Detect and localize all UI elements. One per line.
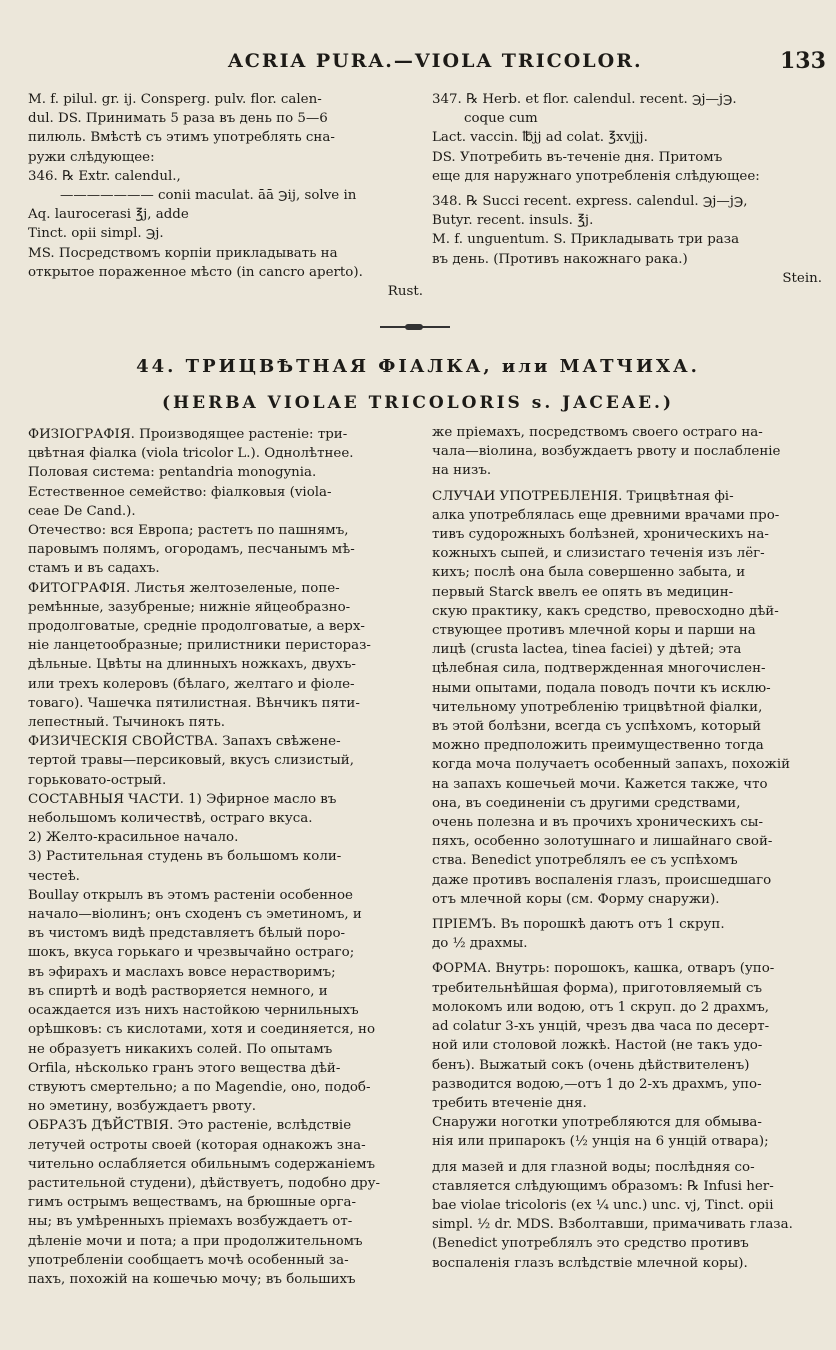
text-line: скую практику, какъ средство, превосходно дѣй-	[432, 603, 779, 619]
text-line: до ½ драхмы.	[432, 936, 528, 952]
text-line: 348. ℞ Succi recent. express. calendul. ℈j—j℈,	[432, 194, 748, 210]
text-line: очень полезна и въ прочихъ хроническихъ сы-	[432, 815, 763, 831]
text-line: ставляется слѣдующимъ образомъ: ℞ Infusi her-	[432, 1178, 774, 1194]
text-line: ФИЗИЧЕСКІЯ СВОЙСТВА. Запахъ свѣжене-	[28, 734, 341, 750]
text-line: M. f. pilul. gr. ij. Consperg. pulv. flor. calen-	[28, 92, 322, 107]
text-line: чительному употребленію трицвѣтной фіалки,	[432, 699, 763, 715]
text-line: Aq. laurocerasi ℥j, adde	[28, 207, 189, 223]
text-line: небольшомъ количествѣ, остраго вкуса.	[28, 811, 313, 827]
text-line: же пріемахъ, посредствомъ своего остраго на-	[432, 425, 763, 440]
text-line: не образуетъ никакихъ солей. По опытамъ	[28, 1041, 333, 1057]
text-line: СОСТАВНЫЯ ЧАСТИ. 1) Эфирное масло въ	[28, 791, 337, 807]
text-line: Половая система: pentandria monogynia.	[28, 465, 317, 481]
text-line: но эметину, возбуждаетъ рвоту.	[28, 1099, 256, 1115]
text-line: 3) Растительная студень въ большомъ коли-	[28, 849, 342, 865]
bottom-right-column	[432, 423, 825, 1273]
text-line: отъ млечной коры (см. Форму снаружи).	[432, 891, 720, 907]
text-line: лицѣ (crusta lactea, tinea faciei) у дѣтей; эта	[432, 642, 742, 658]
text-line: 347. ℞ Herb. et flor. calendul. recent. ℈j—j℈.	[432, 92, 737, 107]
text-line: можно предположить преимущественно тогда	[432, 738, 764, 754]
text-line: цвѣтная фіалка (viola tricolor L.). Однолѣтнее.	[28, 446, 354, 462]
text-line: чительно ослабляется обильнымъ содержаніемъ	[28, 1156, 376, 1172]
text-line: открытое пораженное мѣсто (in cancro aperto).	[28, 264, 363, 280]
text-line: ной или столовой ложкѣ. Настой (не такъ удо-	[432, 1038, 763, 1054]
text-line: нія или припарокъ (½ унція на 6 унцій отвара);	[432, 1134, 769, 1150]
text-line: M. f. unguentum. S. Прикладывать три раза	[432, 232, 740, 248]
text-line: dul. DS. Принимать 5 раза въ день по 5—6	[28, 111, 328, 127]
author-signature: Rust.	[387, 284, 423, 300]
text-line: 346. ℞ Extr. calendul.,	[28, 168, 181, 184]
text-line: молокомъ или водою, отъ 1 скруп. до 2 драхмъ,	[432, 999, 770, 1015]
text-line: кожныхъ сыпей, и слизистаго теченія изъ лёг-	[432, 546, 765, 562]
text-line: ФИТОГРАФІЯ. Листья желтозеленые, попе-	[28, 580, 340, 596]
text-line: начало—віолинъ; онъ сходенъ съ эметиномъ, и	[28, 907, 362, 923]
text-line: честеѣ.	[28, 868, 80, 884]
text-line: употребленіи сообщаетъ мочѣ особенный за-	[28, 1252, 349, 1268]
page-number: 133	[780, 48, 826, 74]
text-line: ——————— conii maculat. āā ℈ij, solve in	[60, 188, 357, 204]
text-line: чала—віолина, возбуждаетъ рвоту и послабленіе	[432, 444, 781, 460]
text-line: ad colatur 3-хъ унцій, чрезъ два часа по десерт-	[432, 1019, 770, 1035]
text-line: орѣшковъ: съ кислотами, хотя и соединяется, но	[28, 1022, 376, 1038]
text-line: ствуютъ смертельно; а по Magendie, оно, подоб-	[28, 1079, 371, 1095]
text-line: стамъ и въ садахъ.	[28, 561, 160, 577]
text-line: летучей остроты своей (которая однакожъ зна-	[28, 1137, 366, 1153]
text-line: алка употреблялась еще древними врачами про-	[432, 507, 780, 523]
text-line: ФОРМА. Внутрь: порошокъ, кашка, отваръ (упо-	[432, 961, 775, 977]
text-line: требительнѣйшая форма), приготовляемый съ	[432, 980, 762, 996]
text-line: пяхъ, особенно золотушнаго и лишайнаго свой-	[432, 834, 773, 850]
text-line: Отечество: вся Европа; растетъ по пашнямъ,	[28, 523, 349, 539]
text-line: DS. Употребить въ-теченіе дня. Притомъ	[432, 149, 723, 165]
text-line: шокъ, вкуса горькаго и чрезвычайно остраго;	[28, 945, 355, 961]
text-line: паровымъ полямъ, огородамъ, песчанымъ мѣ-	[28, 542, 355, 558]
text-line: въ эфирахъ и маслахъ вовсе нерастворимъ;	[28, 964, 336, 980]
text-line: на низъ.	[432, 463, 492, 479]
text-line: ствующее противъ млечной коры и парши на	[432, 623, 756, 639]
section-title: 44. ТРИЦВѢТНАЯ ФІАЛКА, или МАТЧИХА.	[136, 356, 700, 377]
text-line: растительной студени), дѣйствуетъ, подобно дру-	[28, 1175, 380, 1191]
text-line: ремѣнные, зазубреные; нижніе яйцеобразно-	[28, 599, 351, 615]
text-line: еще для наружнаго употребленія слѣдующее:	[432, 168, 760, 184]
text-line: въ чистомъ видѣ представляетъ бѣлый поро-	[28, 926, 346, 942]
text-line: продолговатые, средніе продолговатые, а верх-	[28, 619, 365, 635]
text-line: первый Starck ввелъ ее опять въ медицин-	[432, 584, 734, 600]
text-line: дѣльные. Цвѣты на длинныхъ ножкахъ, двухъ-	[28, 657, 356, 673]
section-divider	[380, 326, 450, 328]
text-line: бенъ). Выжатый сокъ (очень дѣйствителенъ)	[432, 1057, 750, 1073]
section-subtitle: (HERBA VIOLAE TRICOLORIS s. JACEAE.)	[162, 393, 674, 413]
text-line: для мазей и для глазной воды; послѣдняя со-	[432, 1159, 755, 1175]
text-line: она, въ соединеніи съ другими средствами,	[432, 795, 741, 811]
text-line: Снаружи ноготки употребляются для обмыва-	[432, 1115, 762, 1131]
text-line: когда моча получаетъ особенный запахъ, похожій	[432, 757, 791, 773]
text-line: Tinct. opii simpl. ℈j.	[28, 226, 164, 242]
text-line: Естественное семейство: фіалковыя (viola-	[28, 484, 332, 500]
text-line: требить втеченіе дня.	[432, 1095, 587, 1111]
text-line: Orfila, нѣсколько гранъ этого вещества дѣй-	[28, 1060, 341, 1076]
text-line: на запахъ кошечьей мочи. Кажется также, что	[432, 776, 768, 792]
text-line: товаго). Чашечка пятилистная. Вѣнчикъ пяти-	[28, 695, 360, 711]
text-line: или трехъ колеровъ (бѣлаго, желтаго и фіоле-	[28, 676, 355, 692]
running-header: ACRIA PURA.—VIOLA TRICOLOR.	[228, 50, 643, 72]
text-line: bae violae tricoloris (ex ¼ unc.) unc. vj, Tinct. opii	[432, 1197, 774, 1213]
text-line: ФИЗІОГРАФІЯ. Производящее растеніе: три-	[28, 427, 348, 442]
text-line: даже противъ воспаленія глазъ, происшедшаго	[432, 872, 772, 888]
text-line: горьковато-острый.	[28, 772, 167, 788]
text-line: тертой травы—персиковый, вкусъ слизистый,	[28, 753, 354, 769]
text-line: осаждается изъ нихъ настойкою чернильныхъ	[28, 1003, 359, 1019]
text-line: пахъ, похожій на кошечью мочу; въ большихъ	[28, 1271, 356, 1287]
text-line: въ спиртѣ и водѣ растворяется немного, и	[28, 983, 328, 999]
text-line: разводится водою,—отъ 1 до 2-хъ драхмъ, упо-	[432, 1076, 762, 1092]
text-line: Butyr. recent. insuls. ℥j.	[432, 213, 594, 229]
text-line: ceae De Cand.).	[28, 503, 136, 519]
text-line: въ этой болѣзни, всегда съ успѣхомъ, который	[432, 719, 762, 735]
text-line: simpl. ½ dr. MDS. Взболтавши, примачивать глаза.	[432, 1217, 793, 1233]
top-left-column	[28, 90, 423, 301]
text-line: СЛУЧАИ УПОТРЕБЛЕНІЯ. Трицвѣтная фі-	[432, 488, 734, 504]
text-line: цѣлебная сила, подтвержденная многочислен-	[432, 661, 766, 677]
text-line: ніе ланцетообразные; прилистники перистораз-	[28, 638, 371, 654]
text-line: MS. Посредствомъ корпіи прикладывать на	[28, 245, 338, 261]
text-line: coque cum	[464, 111, 538, 127]
text-line: гимъ острымъ веществамъ, на брюшные орга-	[28, 1195, 357, 1211]
text-line: воспаленія глазъ вслѣдствіе млечной коры).	[432, 1255, 748, 1271]
top-right-column	[432, 90, 822, 288]
text-line: 2) Желто-красильное начало.	[28, 830, 239, 846]
text-line: ПРІЕМЪ. Въ порошкѣ даютъ отъ 1 скруп.	[432, 917, 725, 933]
text-line: ны; въ умѣренныхъ пріемахъ возбуждаетъ от-	[28, 1214, 353, 1230]
text-line: лепестный. Тычинокъ пять.	[28, 715, 226, 731]
bottom-left-column	[28, 425, 421, 1289]
text-line: ства. Benedict употреблялъ ее съ успѣхомъ	[432, 853, 738, 869]
text-line: дѣленіе мочи и пота; а при продолжительномъ	[28, 1233, 363, 1249]
text-line: ружи слѣдующее:	[28, 149, 155, 165]
text-line: Lact. vaccin. ℔jj ad colat. ℥xvjjj.	[432, 130, 648, 146]
text-line: тивъ судорожныхъ болѣзней, хроническихъ на-	[432, 527, 769, 543]
text-line: въ день. (Противъ накожнаго рака.)	[432, 251, 688, 267]
text-line: ОБРАЗЪ ДѢЙСТВІЯ. Это растеніе, вслѣдствіе	[28, 1118, 352, 1134]
text-line: Boullay открылъ въ этомъ растеніи особенное	[28, 887, 353, 903]
text-line: пилюль. Вмѣстѣ съ этимъ употреблять сна-	[28, 130, 335, 146]
author-signature: Stein.	[782, 270, 822, 286]
text-line: (Benedict употреблялъ это средство противъ	[432, 1236, 749, 1252]
text-line: кихъ; послѣ она была совершенно забыта, и	[432, 565, 746, 581]
text-line: ными опытами, подала поводъ почти къ исклю-	[432, 680, 771, 696]
